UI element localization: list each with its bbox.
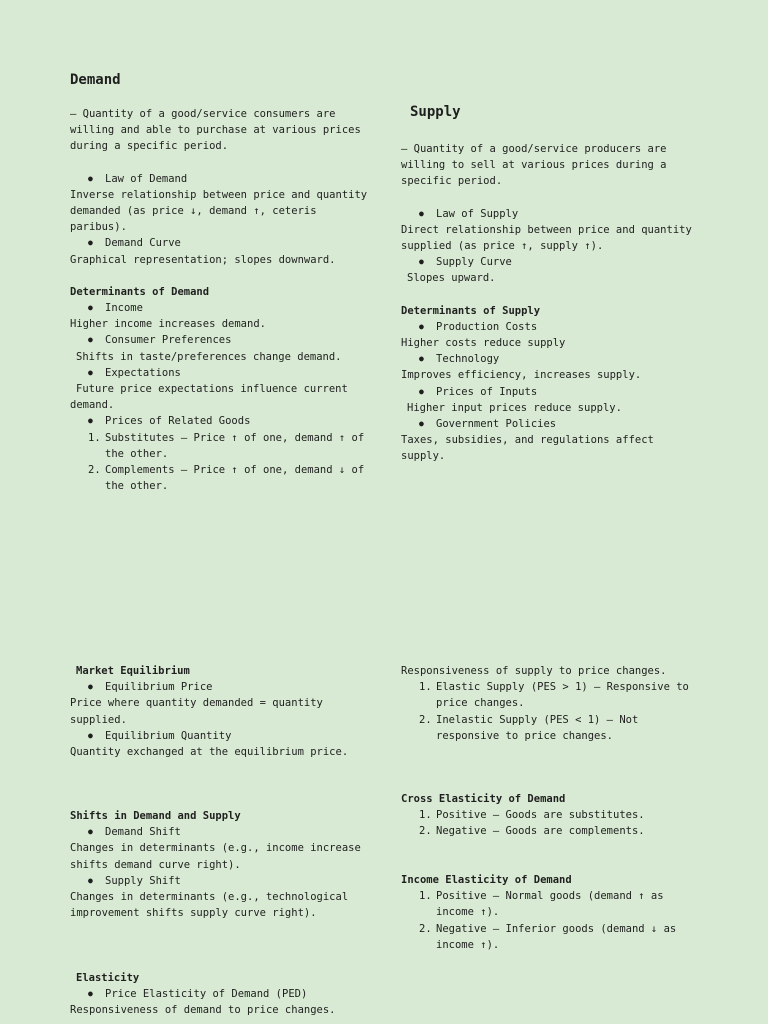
list-item: ● Supply Curve bbox=[401, 254, 701, 270]
list-item: 1. Positive – Goods are substitutes. bbox=[419, 809, 645, 822]
list-item: ● Supply Shift bbox=[70, 873, 370, 889]
law-of-demand-text: Inverse relationship between price and quantity demanded (as price ↓, demand ↑, ceteris paribus). bbox=[70, 188, 368, 234]
list-item: ● Technology bbox=[401, 351, 701, 367]
list-item: ● Law of Demand bbox=[70, 171, 370, 187]
list-item: ● Equilibrium Quantity bbox=[70, 728, 370, 744]
ped-text: Responsiveness of demand to price changes. bbox=[70, 1004, 336, 1017]
determinants-supply-title: Determinants of Supply bbox=[401, 304, 541, 317]
preferences-text: Shifts in taste/preferences change demand. bbox=[76, 350, 342, 363]
list-item: ● Law of Supply bbox=[401, 206, 701, 222]
demand-definition: – Quantity of a good/service consumers are willing and able to purchase at various prices during a specific period. bbox=[70, 108, 361, 153]
supply-section bbox=[401, 103, 701, 465]
list-item: ● Demand Curve bbox=[70, 235, 370, 251]
income-elasticity-title: Income Elasticity of Demand bbox=[401, 874, 572, 886]
technology-text: Improves efficiency, increases supply. bbox=[401, 369, 642, 382]
list-item: 2. Complements – Price ↑ of one, demand ↓ of the other. bbox=[88, 464, 365, 493]
supply-title: Supply bbox=[410, 104, 461, 120]
inputs-text: Higher input prices reduce supply. bbox=[407, 401, 622, 414]
list-item: ● Production Costs bbox=[401, 319, 701, 335]
equilibrium-qty-text: Quantity exchanged at the equilibrium price. bbox=[70, 746, 349, 759]
law-of-supply-text: Direct relationship between price and quantity supplied (as price ↑, supply ↑). bbox=[401, 223, 692, 253]
list-item: ● Equilibrium Price bbox=[70, 679, 370, 695]
shifts-title: Shifts in Demand and Supply bbox=[70, 810, 241, 822]
list-item: ● Government Policies bbox=[401, 416, 701, 432]
list-item: ● Price Elasticity of Demand (PED) bbox=[70, 986, 370, 1002]
list-item: 1. Positive – Normal goods (demand ↑ as income ↑). bbox=[419, 890, 664, 919]
cross-elasticity-section bbox=[401, 791, 701, 840]
list-item: ● Expectations bbox=[70, 365, 370, 381]
list-item: ● Prices of Inputs bbox=[401, 384, 701, 400]
supply-definition: – Quantity of a good/service producers are willing to sell at various prices during a specific period. bbox=[401, 143, 667, 188]
list-item: 1. Substitutes – Price ↑ of one, demand ↑ of the other. bbox=[88, 431, 365, 460]
supply-shift-text: Changes in determinants (e.g., technological improvement shifts supply curve right). bbox=[70, 891, 349, 920]
demand-section bbox=[70, 71, 370, 494]
shifts-section bbox=[70, 808, 370, 921]
list-item: ● Prices of Related Goods bbox=[70, 413, 370, 429]
cross-elasticity-title: Cross Elasticity of Demand bbox=[401, 793, 566, 805]
equilibrium-section bbox=[70, 663, 370, 760]
pes-text: Responsiveness of supply to price changes. bbox=[401, 665, 667, 677]
equilibrium-title: Market Equilibrium bbox=[76, 665, 190, 677]
list-item: 2. Negative – Inferior goods (demand ↓ as income ↑). bbox=[419, 922, 677, 951]
list-item: ● Consumer Preferences bbox=[70, 332, 370, 348]
list-item: ● Demand Shift bbox=[70, 824, 370, 840]
costs-text: Higher costs reduce supply bbox=[401, 337, 566, 350]
government-text: Taxes, subsidies, and regulations affect supply. bbox=[401, 434, 654, 463]
pes-section bbox=[401, 663, 701, 744]
income-elasticity-section bbox=[401, 872, 701, 953]
elasticity-section bbox=[70, 970, 370, 1019]
list-item: 2. Inelastic Supply (PES < 1) – Not responsive to price changes. bbox=[419, 713, 639, 742]
equilibrium-price-text: Price where quantity demanded = quantity supplied. bbox=[70, 697, 323, 726]
demand-title: Demand bbox=[70, 72, 121, 88]
income-text: Higher income increases demand. bbox=[70, 318, 266, 331]
determinants-demand-title: Determinants of Demand bbox=[70, 285, 210, 298]
list-item: 1. Elastic Supply (PES > 1) – Responsive to price changes. bbox=[419, 681, 689, 710]
list-item: 2. Negative – Goods are complements. bbox=[419, 825, 645, 838]
demand-shift-text: Changes in determinants (e.g., income increase shifts demand curve right). bbox=[70, 842, 361, 871]
elasticity-title: Elasticity bbox=[76, 972, 140, 984]
supply-curve-text: Slopes upward. bbox=[407, 272, 496, 285]
expectations-text: Future price expectations influence current demand. bbox=[70, 383, 348, 412]
list-item: ● Income bbox=[70, 300, 370, 316]
demand-curve-text: Graphical representation; slopes downward. bbox=[70, 253, 336, 266]
